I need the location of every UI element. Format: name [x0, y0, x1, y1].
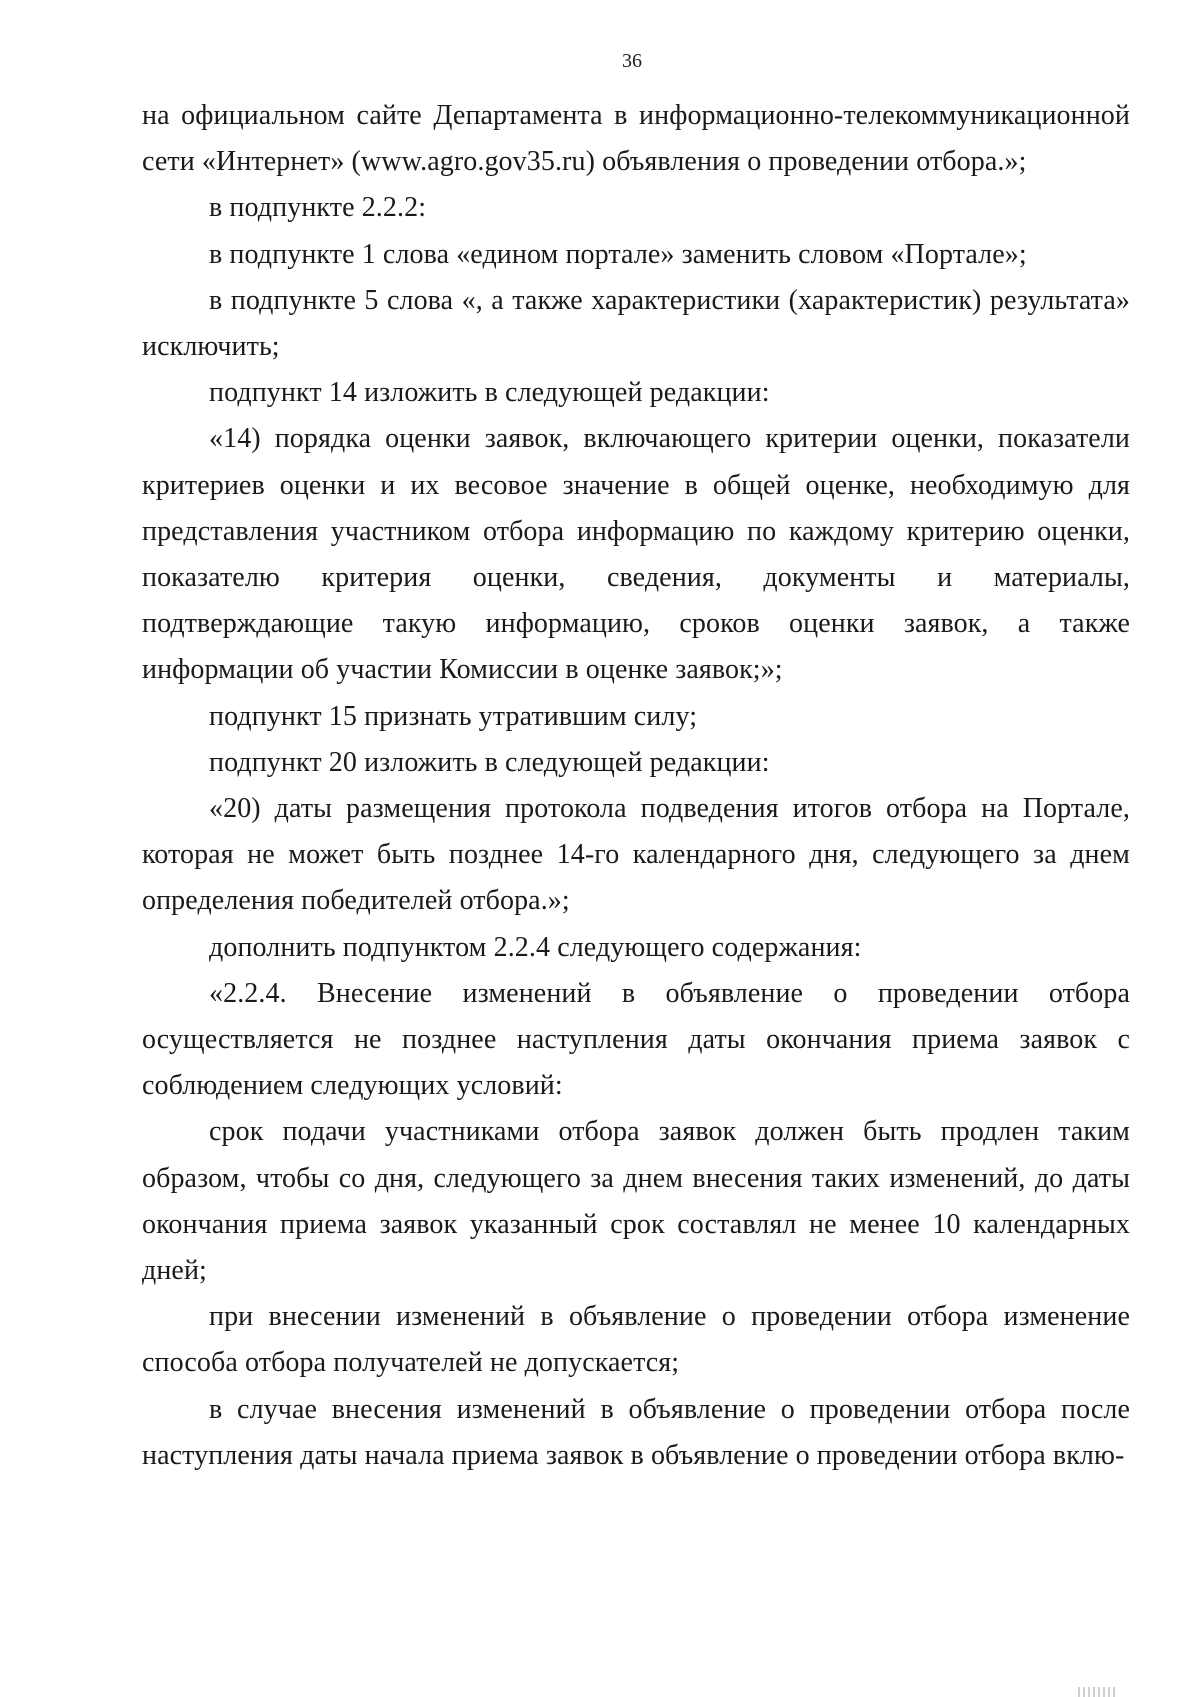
scan-artifact: [1078, 1687, 1118, 1697]
paragraph: подпункт 20 изложить в следующей редакции:: [209, 746, 770, 778]
paragraph: «2.2.4. Внесение изменений в объявление о проведении отбора осуществляется не позднее наступления даты окончания приема заявок с соблюдением следующих условий:: [142, 977, 1130, 1102]
paragraph: в подпункте 1 слова «едином портале» заменить словом «Портале»;: [209, 238, 1027, 270]
paragraph: срок подачи участниками отбора заявок должен быть продлен таким образом, чтобы со дня, следующего за днем внесения таких изменений, до даты окончания приема заявок указанный срок составлял не менее 10 календарных дней;: [142, 1116, 1130, 1287]
paragraph: «20) даты размещения протокола подведения итогов отбора на Портале, которая не может быть позднее 14-го календарного дня, следующего за днем определения победителей отбора.»;: [142, 793, 1130, 917]
paragraph: «14) порядка оценки заявок, включающего критерии оценки, показатели критериев оценки и их весовое значение в общей оценке, необходимую для представления участником отбора информацию по каждому критерию оценки, показателю критерия оценки, сведения, документы и материалы, подтверждающие такую информацию, сроков оценки заявок, а также информации об участии Комиссии в оценке заявок;»;: [142, 423, 1130, 686]
page-number: 36: [622, 50, 642, 72]
paragraph: дополнить подпунктом 2.2.4 следующего содержания:: [209, 931, 862, 963]
paragraph: подпункт 14 изложить в следующей редакции:: [209, 377, 770, 409]
paragraph: в подпункте 2.2.2:: [209, 192, 427, 224]
paragraph-continuation: на официальном сайте Департамента в информационно-телекоммуникационной сети «Интернет» (www.agro.gov35.ru) объявления о проведении отбора.»;: [142, 100, 1130, 178]
paragraph: в подпункте 5 слова «, а также характеристики (характеристик) результата» исключить;: [142, 284, 1130, 363]
document-body: [142, 93, 1130, 1479]
paragraph: при внесении изменений в объявление о проведении отбора изменение способа отбора получателей не допускается;: [142, 1301, 1130, 1379]
paragraph: в случае внесения изменений в объявление о проведении отбора после наступления даты начала приема заявок в объявление о проведении отбора вклю-: [142, 1393, 1130, 1471]
paragraph: подпункт 15 признать утратившим силу;: [209, 700, 698, 732]
